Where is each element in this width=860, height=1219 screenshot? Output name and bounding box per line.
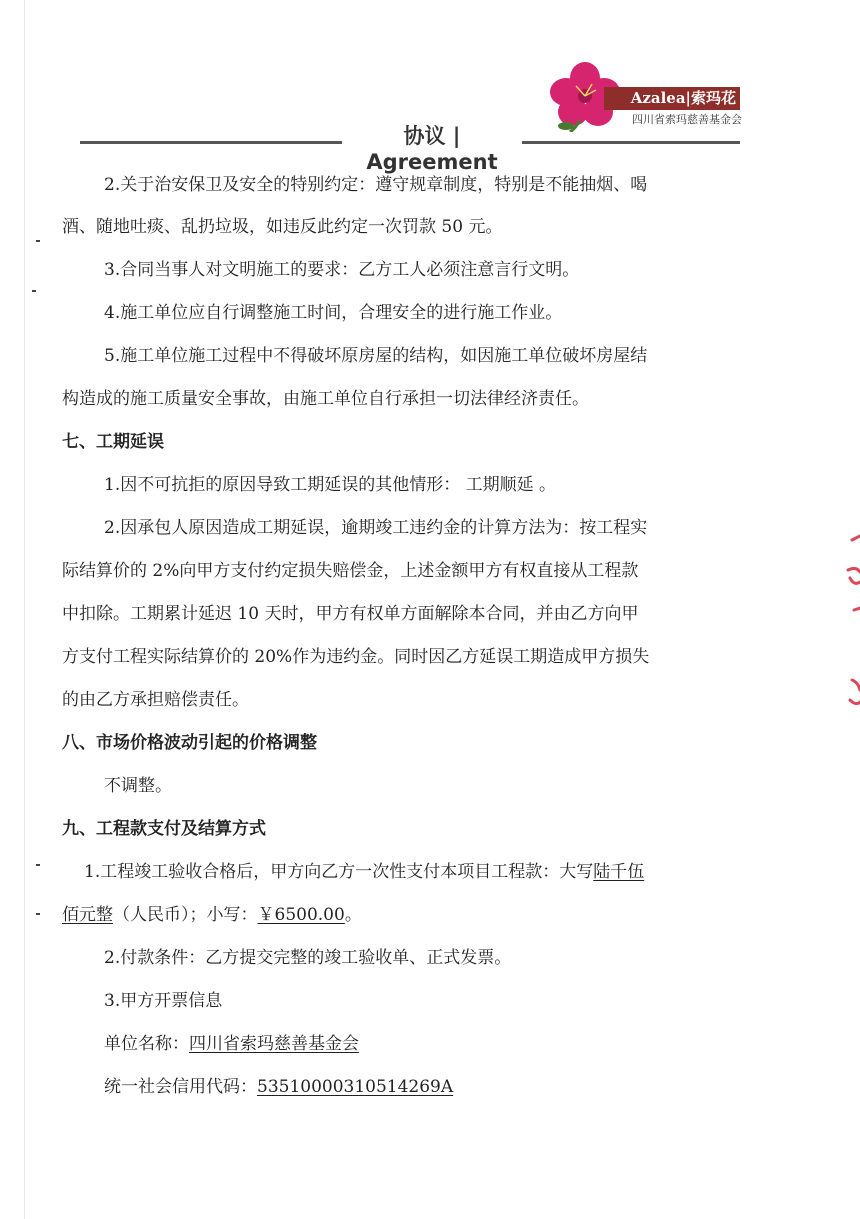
clause-line: 2.关于治安保卫及安全的特别约定：遵守规章制度，特别是不能抽烟、喝 [104,175,648,195]
payment-line [84,861,644,883]
credit-code-label: 统一社会信用代码： [104,1077,257,1097]
payment-line [62,904,362,926]
scan-mark [36,864,40,866]
section-heading: 八、市场价格波动引起的价格调整 [62,733,317,753]
clause-line: 3.甲方开票信息 [104,991,223,1011]
clause-line: 2.付款条件：乙方提交完整的竣工验收单、正式发票。 [104,948,512,968]
unit-name: 四川省索玛慈善基金会 [189,1034,359,1054]
clause-line: 3.合同当事人对文明施工的要求：乙方工人必须注意言行文明。 [104,260,580,280]
clause-line: 不调整。 [104,776,172,796]
section-heading: 七、工期延误 [62,432,164,452]
unit-label: 单位名称： [104,1034,189,1054]
credit-code-value: 53510000310514269A [257,1077,454,1097]
page-title: 协议 | Agreement [366,124,498,174]
scan-mark [36,913,40,915]
logo-brand-bar: Azalea|索玛花 [604,87,740,110]
clause-line: 1.因不可抗拒的原因导致工期延误的其他情形： 工期顺延 。 [104,475,557,495]
currency-note: （人民币）；小写： [113,905,258,925]
payment-text: 1.工程竣工验收合格后，甲方向乙方一次性支付本项目工程款：大写 [84,862,594,882]
seal-fragment [830,530,860,720]
invoice-unit-line [104,1033,359,1055]
clause-line: 酒、随地吐痰、乱扔垃圾，如违反此约定一次罚款 50 元。 [62,217,503,237]
header-rule-right [522,141,740,144]
clause-line: 方支付工程实际结算价的 20%作为违约金。同时因乙方延误工期造成甲方损失 [62,647,650,667]
header-rule-left [80,141,342,144]
clause-line: 构造成的施工质量安全事故，由施工单位自行承担一切法律经济责任。 [62,389,589,409]
credit-code-line [104,1076,453,1098]
clause-line: 4.施工单位应自行调整施工时间，合理安全的进行施工作业。 [104,303,563,323]
amount-in-words: 陆千伍 [593,862,645,882]
period: 。 [344,905,362,925]
amount-in-words-cont: 佰元整 [62,905,113,925]
logo-organization-name: 四川省索玛慈善基金会 [632,113,742,126]
amount-in-figures: ￥6500.00 [257,905,345,925]
clause-line: 际结算价的 2%向甲方支付约定损失赔偿金，上述金额甲方有权直接从工程款 [62,561,639,581]
clause-line: 中扣除。工期累计延迟 10 天时，甲方有权单方面解除本合同，并由乙方向甲 [62,604,639,624]
page-edge-line [24,0,25,1219]
scan-mark [32,290,36,292]
clause-line: 2.因承包人原因造成工期延误，逾期竣工违约金的计算方法为：按工程实 [104,518,648,538]
clause-line: 的由乙方承担赔偿责任。 [62,690,249,710]
clause-line: 5.施工单位施工过程中不得破坏原房屋的结构，如因施工单位破坏房屋结 [104,346,648,366]
section-heading: 九、工程款支付及结算方式 [62,819,266,839]
scan-mark [36,240,40,242]
